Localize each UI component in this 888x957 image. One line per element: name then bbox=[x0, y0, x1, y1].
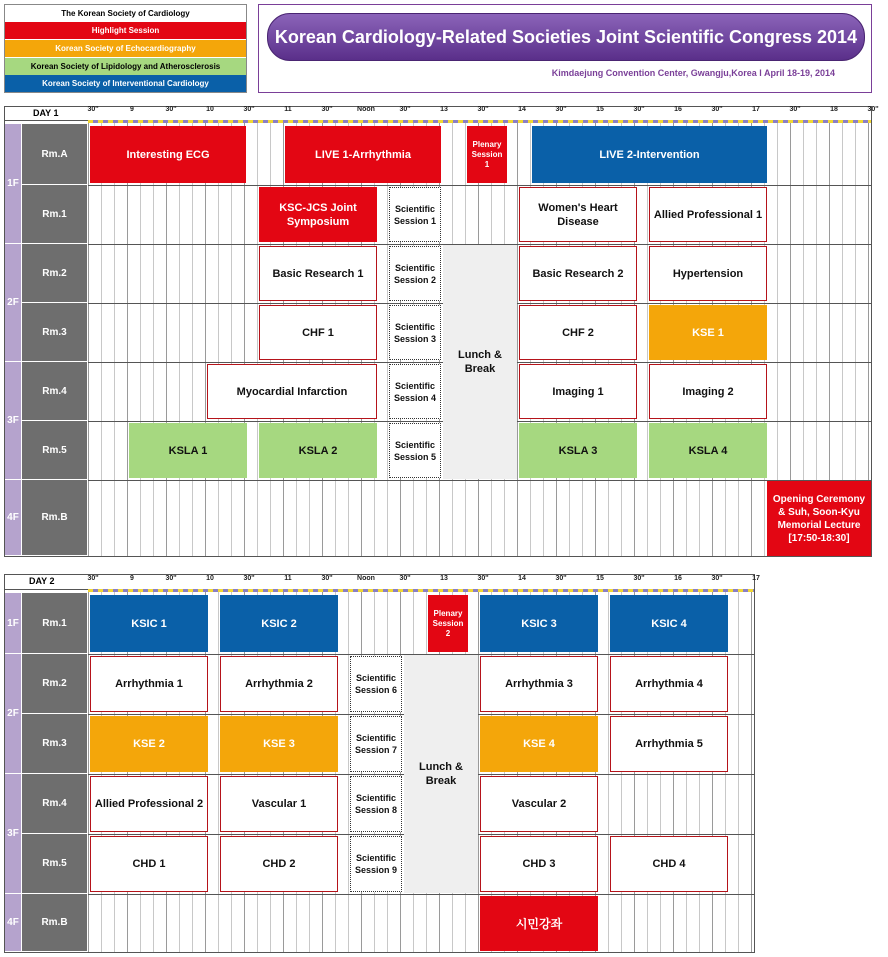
day1-time-tick: 13 bbox=[440, 106, 448, 113]
session-allied-professional-2[interactable]: Allied Professional 2 bbox=[90, 776, 208, 832]
day2-grid-line bbox=[751, 589, 752, 952]
venue-date: Kimdaejung Convention Center, Gwangju,Korea l April 18-19, 2014 bbox=[551, 68, 835, 78]
scientific-session-7[interactable]: Scientific Session 7 bbox=[350, 716, 402, 772]
session-live1-arrhythmia[interactable]: LIVE 1-Arrhythmia bbox=[285, 126, 441, 183]
header-banner bbox=[258, 4, 872, 93]
legend-ksla: Korean Society of Lipidology and Atherosclerosis bbox=[5, 58, 246, 75]
day2-floor-4f: 4F bbox=[5, 894, 21, 952]
day1-time-tick: 30'' bbox=[867, 106, 879, 113]
session-ksla-3[interactable]: KSLA 3 bbox=[519, 423, 637, 478]
day2-room-rm3: Rm.3 bbox=[22, 714, 87, 774]
day1-row-sep bbox=[88, 185, 871, 186]
day1-time-tick: 30'' bbox=[399, 106, 411, 113]
session-arrhythmia-2[interactable]: Arrhythmia 2 bbox=[220, 656, 338, 712]
day1-room-rm4: Rm.4 bbox=[22, 362, 87, 421]
day2-room-rm2: Rm.2 bbox=[22, 654, 87, 714]
session-chf-2[interactable]: CHF 2 bbox=[519, 305, 637, 360]
scientific-session-3[interactable]: Scientific Session 3 bbox=[389, 305, 441, 360]
day1-floor-2f: 2F bbox=[5, 244, 21, 362]
day1-time-tick: 11 bbox=[284, 106, 292, 113]
scientific-session-5[interactable]: Scientific Session 5 bbox=[389, 423, 441, 478]
session-arrhythmia-1[interactable]: Arrhythmia 1 bbox=[90, 656, 208, 712]
session-ksic-1[interactable]: KSIC 1 bbox=[90, 595, 208, 652]
session-opening-ceremony[interactable]: Opening Ceremony & Suh, Soon-Kyu Memorial Lecture [17:50-18:30] bbox=[767, 481, 871, 556]
session-ksic-2[interactable]: KSIC 2 bbox=[220, 595, 338, 652]
session-plenary-1[interactable]: Plenary Session 1 bbox=[467, 126, 507, 183]
day2-grid-line bbox=[738, 589, 739, 952]
day2-grid-line bbox=[218, 589, 219, 952]
session-myocardial-infarction[interactable]: Myocardial Infarction bbox=[207, 364, 377, 419]
session-ksla-1[interactable]: KSLA 1 bbox=[129, 423, 247, 478]
scientific-session-9[interactable]: Scientific Session 9 bbox=[350, 836, 402, 892]
day1-time-tick: 30'' bbox=[243, 106, 255, 113]
session-kse-3[interactable]: KSE 3 bbox=[220, 716, 338, 772]
day2-time-tick: 30'' bbox=[243, 575, 255, 582]
session-plenary-2[interactable]: Plenary Session 2 bbox=[428, 595, 468, 652]
day2-grid-line bbox=[348, 589, 349, 952]
session-chd-1[interactable]: CHD 1 bbox=[90, 836, 208, 892]
day2-label: DAY 2 bbox=[29, 576, 55, 586]
day1-floor-3f: 3F bbox=[5, 362, 21, 480]
day2-time-tick: 17 bbox=[752, 575, 760, 582]
day2-time-tick: 16 bbox=[674, 575, 682, 582]
day1-room-rm3: Rm.3 bbox=[22, 303, 87, 362]
day1-room-rmb: Rm.B bbox=[22, 480, 87, 556]
day2-grid-line bbox=[478, 589, 479, 952]
day1-time-tick: Noon bbox=[357, 106, 375, 113]
day1-time-tick: 15 bbox=[596, 106, 604, 113]
day1-time-tick: 16 bbox=[674, 106, 682, 113]
session-interesting-ecg[interactable]: Interesting ECG bbox=[90, 126, 246, 183]
day2-room-rm1: Rm.1 bbox=[22, 593, 87, 654]
day2-time-tick: 30'' bbox=[555, 575, 567, 582]
session-kse-1[interactable]: KSE 1 bbox=[649, 305, 767, 360]
session-basic-research-1[interactable]: Basic Research 1 bbox=[259, 246, 377, 301]
day1-dash-line bbox=[88, 120, 871, 123]
session-ksc-jcs[interactable]: KSC-JCS Joint Symposium bbox=[259, 187, 377, 242]
day1-time-tick: 14 bbox=[518, 106, 526, 113]
day2-time-tick: 30'' bbox=[399, 575, 411, 582]
session-ksic-3[interactable]: KSIC 3 bbox=[480, 595, 598, 652]
day1-room-rm5: Rm.5 bbox=[22, 421, 87, 480]
day1-row-sep bbox=[88, 480, 871, 481]
day1-time-tick: 30'' bbox=[165, 106, 177, 113]
session-chd-2[interactable]: CHD 2 bbox=[220, 836, 338, 892]
scientific-session-1[interactable]: Scientific Session 1 bbox=[389, 187, 441, 242]
day2-time-tick: Noon bbox=[357, 575, 375, 582]
legend-highlight: Highlight Session bbox=[5, 22, 246, 39]
legend-kse: Korean Society of Echocardiography bbox=[5, 40, 246, 57]
day1-time-tick: 9 bbox=[130, 106, 134, 113]
day2-grid-line bbox=[88, 589, 89, 952]
day2-floor-2f: 2F bbox=[5, 654, 21, 774]
day2-room-rm5: Rm.5 bbox=[22, 834, 87, 894]
day2-row-sep bbox=[88, 894, 754, 895]
session-ksla-4[interactable]: KSLA 4 bbox=[649, 423, 767, 478]
session-allied-professional-1[interactable]: Allied Professional 1 bbox=[649, 187, 767, 242]
session-chd-4[interactable]: CHD 4 bbox=[610, 836, 728, 892]
legend-ksic: Korean Society of Interventional Cardiology bbox=[5, 75, 246, 92]
scientific-session-2[interactable]: Scientific Session 2 bbox=[389, 246, 441, 301]
day2-time-tick: 14 bbox=[518, 575, 526, 582]
session-kse-4[interactable]: KSE 4 bbox=[480, 716, 598, 772]
session-ksic-4[interactable]: KSIC 4 bbox=[610, 595, 728, 652]
day1-time-tick: 30'' bbox=[477, 106, 489, 113]
day2-time-tick: 30'' bbox=[477, 575, 489, 582]
day2-room-rmb: Rm.B bbox=[22, 894, 87, 952]
day1-floor-1f: 1F bbox=[5, 124, 21, 244]
legend bbox=[4, 4, 247, 93]
day1-time-tick: 30'' bbox=[789, 106, 801, 113]
session-basic-research-2[interactable]: Basic Research 2 bbox=[519, 246, 637, 301]
day2-dash-line bbox=[88, 589, 754, 592]
session-live2-intervention[interactable]: LIVE 2-Intervention bbox=[532, 126, 767, 183]
day2-time-tick: 30'' bbox=[165, 575, 177, 582]
day2-time-tick: 10 bbox=[206, 575, 214, 582]
session-imaging-1[interactable]: Imaging 1 bbox=[519, 364, 637, 419]
day1-time-tick: 30'' bbox=[633, 106, 645, 113]
day2-floor-3f: 3F bbox=[5, 774, 21, 894]
day2-time-tick: 13 bbox=[440, 575, 448, 582]
legend-ksc: The Korean Society of Cardiology bbox=[5, 5, 246, 22]
session-chf-1[interactable]: CHF 1 bbox=[259, 305, 377, 360]
day2-floor-1f: 1F bbox=[5, 593, 21, 654]
day1-time-tick: 17 bbox=[752, 106, 760, 113]
day1-label: DAY 1 bbox=[33, 108, 59, 118]
day1-room-rm2: Rm.2 bbox=[22, 244, 87, 303]
day1-time-tick: 10 bbox=[206, 106, 214, 113]
day1-time-tick: 18 bbox=[830, 106, 838, 113]
day1-floor-4f: 4F bbox=[5, 480, 21, 556]
day1-time-tick: 30'' bbox=[711, 106, 723, 113]
day1-room-rm1: Rm.1 bbox=[22, 185, 87, 244]
day2-time-tick: 30'' bbox=[87, 575, 99, 582]
session-arrhythmia-3[interactable]: Arrhythmia 3 bbox=[480, 656, 598, 712]
session-public-lecture[interactable]: 시민강좌 bbox=[480, 896, 598, 951]
day2-time-tick: 30'' bbox=[711, 575, 723, 582]
session-womens-heart[interactable]: Women's Heart Disease bbox=[519, 187, 637, 242]
session-hypertension[interactable]: Hypertension bbox=[649, 246, 767, 301]
day1-time-tick: 30'' bbox=[321, 106, 333, 113]
scientific-session-8[interactable]: Scientific Session 8 bbox=[350, 776, 402, 832]
congress-title: Korean Cardiology-Related Societies Joint Scientific Congress 2014 bbox=[267, 13, 865, 61]
day2-lunch-break: Lunch & Break bbox=[404, 655, 478, 893]
day2-time-tick: 15 bbox=[596, 575, 604, 582]
session-imaging-2[interactable]: Imaging 2 bbox=[649, 364, 767, 419]
session-kse-2[interactable]: KSE 2 bbox=[90, 716, 208, 772]
session-vascular-1[interactable]: Vascular 1 bbox=[220, 776, 338, 832]
day1-time-tick: 30'' bbox=[555, 106, 567, 113]
day2-time-tick: 11 bbox=[284, 575, 292, 582]
session-arrhythmia-5[interactable]: Arrhythmia 5 bbox=[610, 716, 728, 772]
session-arrhythmia-4[interactable]: Arrhythmia 4 bbox=[610, 656, 728, 712]
scientific-session-6[interactable]: Scientific Session 6 bbox=[350, 656, 402, 712]
day1-lunch-break: Lunch & Break bbox=[443, 245, 517, 479]
day2-room-rm4: Rm.4 bbox=[22, 774, 87, 834]
day2-time-tick: 30'' bbox=[321, 575, 333, 582]
scientific-session-4[interactable]: Scientific Session 4 bbox=[389, 364, 441, 419]
day1-room-rma: Rm.A bbox=[22, 124, 87, 185]
day2-time-tick: 9 bbox=[130, 575, 134, 582]
session-ksla-2[interactable]: KSLA 2 bbox=[259, 423, 377, 478]
day2-time-tick: 30'' bbox=[633, 575, 645, 582]
session-vascular-2[interactable]: Vascular 2 bbox=[480, 776, 598, 832]
session-chd-3[interactable]: CHD 3 bbox=[480, 836, 598, 892]
day1-time-tick: 30'' bbox=[87, 106, 99, 113]
day2-grid-line bbox=[608, 589, 609, 952]
